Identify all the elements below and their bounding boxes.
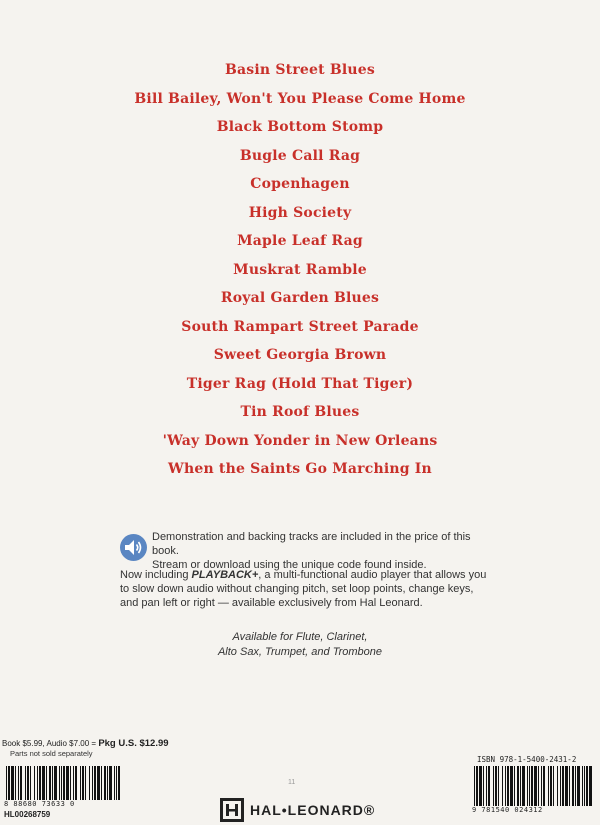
small-marks: 11	[288, 779, 296, 786]
publisher-logo	[220, 798, 375, 822]
song-title: Muskrat Ramble	[233, 261, 367, 278]
audio-notice	[120, 530, 490, 572]
playback-description	[120, 568, 490, 610]
song-title: Royal Garden Blues	[220, 290, 380, 306]
availability-line1: Available for Flute, Clarinet,	[232, 631, 368, 643]
audio-notice-line1: Demonstration and backing tracks are included in the price of this book.	[152, 531, 471, 557]
speaker-icon	[120, 534, 147, 561]
song-title-list	[0, 56, 600, 484]
audio-notice-line2: Stream or download using the unique code found inside.	[152, 559, 427, 571]
song-title: Maple Leaf Rag	[237, 233, 363, 249]
upc-barcode	[4, 766, 124, 808]
price-components: Book $5.99, Audio $7.00 =	[2, 739, 99, 748]
song-title: Basin Street Blues	[225, 62, 375, 78]
playback-before: Now including	[120, 569, 192, 581]
audio-notice-text	[152, 530, 490, 572]
hal-leonard-logo-icon	[220, 798, 244, 822]
availability-line2: Alto Sax, Trumpet, and Trombone	[217, 646, 383, 658]
song-title: Tin Roof Blues	[240, 404, 360, 420]
package-price: Pkg U.S. $12.99	[98, 738, 169, 749]
parts-note: Parts not sold separately	[10, 749, 93, 758]
availability-note	[0, 630, 600, 660]
song-title: Bugle Call Rag	[239, 147, 361, 164]
song-title: Black Bottom Stomp	[216, 119, 384, 135]
upc-barcode-bars	[4, 766, 124, 800]
playback-after: , a multi-functional audio player that allows you to slow down audio without changing pitch, set loop points, change keys, and pan left or right — available exclusively from Hal Leonard.	[120, 569, 487, 609]
song-title: High Society	[248, 204, 352, 221]
product-code: HL00268759	[4, 810, 51, 819]
price-line	[2, 738, 169, 749]
song-title: Tiger Rag (Hold That Tiger)	[186, 375, 414, 392]
price-block	[2, 738, 169, 759]
song-title: When the Saints Go Marching In	[168, 461, 432, 477]
song-title: Bill Bailey, Won't You Please Come Home	[134, 90, 466, 107]
isbn-label: ISBN 978-1-5400-2431-2	[477, 755, 577, 764]
playback-brand: PLAYBACK+	[191, 569, 259, 581]
publisher-name: HAL•LEONARD®	[250, 802, 376, 818]
isbn-digits: 9 781540 024312	[472, 806, 543, 814]
song-title: Copenhagen	[250, 176, 350, 192]
song-title: 'Way Down Yonder in New Orleans	[162, 432, 438, 449]
upc-digits: 8 88680 73633 0	[4, 800, 75, 808]
song-title: Sweet Georgia Brown	[213, 347, 387, 363]
isbn-barcode-bars	[472, 766, 596, 806]
song-title: South Rampart Street Parade	[181, 318, 419, 335]
isbn-barcode	[472, 766, 596, 814]
